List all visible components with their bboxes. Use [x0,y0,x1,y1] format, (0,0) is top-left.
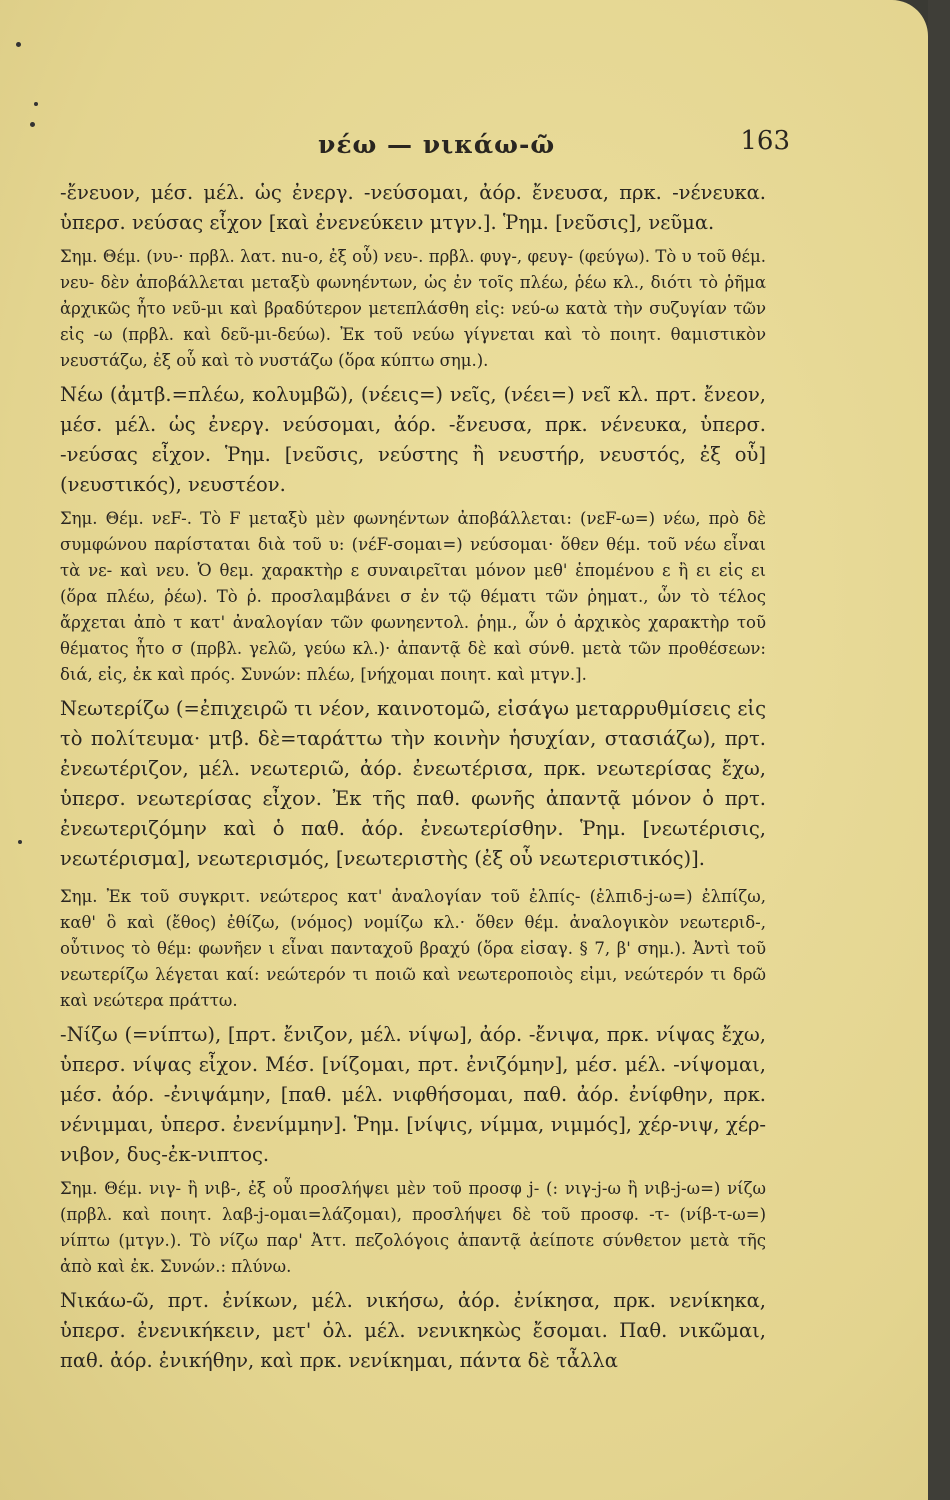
entry-neo: Νέω (ἀμτβ.=πλέω, κολυμβῶ), (νέεις=) νεῖς, (νέει=) νεῖ κλ. πρτ. ἔνεον, μέσ. μέλ. ὡς ἐνεργ. νεύσομαι, ἀόρ. -ἔνευσα, πρκ. νένευκα, ὑπερσ. -νεύσας εἶχον. Ῥημ. [νεῦσις, νεύστης ἢ νευστήρ, νευστός, ἐξ οὗ] (νευστικός), νευστέον. [60,383,766,496]
entry-neoterizo: Νεωτερίζω (=ἐπιχειρῶ τι νέον, καινοτομῶ, εἰσάγω μεταρρυθμίσεις εἰς τὸ πολίτευμα· μτβ. δὲ=ταράττω τὴν κοινὴν ἡσυχίαν, στασιάζω), πρτ. ἐνεωτέριζον, μέλ. νεωτεριῶ, ἀόρ. ἐνεωτέρισα, πρκ. νεωτερίσας ἔχω, ὑπερσ. νεωτερίσας εἶχον. Ἐκ τῆς παθ. φωνῆς ἀπαντᾷ μόνον ὁ πρτ. ἐνεωτεριζόμην καὶ ὁ παθ. ἀόρ. ἐνεωτερίσθην. Ῥημ. [νεωτέρισις, νεωτέρισμα], νεωτερισμός, [νεωτεριστὴς (ἐξ οὗ νεωτεριστικός)]. [60,697,766,870]
running-head: νέω — νικάω-ῶ [318,130,556,159]
entry-nizo: -Νίζω (=νίπτω), [πρτ. ἔνιζον, μέλ. νίψω], ἀόρ. -ἔνιψα, πρκ. νίψας ἔχω, ὑπερσ. νίψας εἶχον. Μέσ. [νίζομαι, πρτ. ἐνιζόμην], μέσ. μέλ. -νίψομαι, μέσ. ἀόρ. -ἐνιψάμην, [παθ. μέλ. νιφθήσομαι, παθ. ἀόρ. ἐνίφθην, πρκ. νένιμμαι, ὑπερσ. ἐνενίμμην]. Ῥημ. [νίψις, νίμμα, νιμμός], χέρ-νιψ, χέρ-νιβον, δυς-ἐκ-νιπτος. [60,1023,766,1166]
page-number: 163 [740,126,790,156]
note-nizo: Σημ. Θέμ. νιγ- ἢ νιβ-, ἐξ οὗ προσλήψει μὲν τοῦ προσφ j- (: νιγ-j-ω ἢ νιβ-j-ω=) νίζω (πρβλ. καὶ ποιητ. λαβ-j-ομαι=λάζομαι), προσλήψει δὲ τοῦ προσφ. -τ- (νίβ-τ-ω=) νίπτω (μτγν.). Τὸ νίζω παρ' Ἀττ. πεζολόγοις ἀπαντᾷ ἀείποτε σύνθετον μετὰ τῆς ἀπὸ καὶ ἐκ. Συνών.: πλύνω. [60,1179,766,1276]
entry-neuo-tail: -ἔνευον, μέσ. μέλ. ὡς ἐνεργ. -νεύσομαι, ἀόρ. ἔνευσα, πρκ. -νένευκα. ὑπερσ. νεύσας εἶχον [καὶ ἐνενεύκειν μτγν.]. Ῥημ. [νεῦσις], νεῦμα. [60,181,766,234]
ink-speck [18,840,22,844]
page-body [60,178,766,1376]
ink-speck [34,102,38,106]
note-neo: Σημ. Θέμ. νεF-. Τὸ F μεταξὺ μὲν φωνηέντων ἀποβάλλεται: (νεF-ω=) νέω, πρὸ δὲ συμφώνου παρίσταται διὰ τοῦ υ: (νέF-σομαι=) νεύσομαι· ὅθεν θέμ. τοῦ νέω εἶναι τὰ νε- καὶ νευ. Ὁ θεμ. χαρακτὴρ ε συναιρεῖται μόνον μεθ' ἑπομένου ε ἢ ει εἰς ει (ὅρα πλέω, ῥέω). Τὸ ῥ. προσλαμβάνει σ ἐν τῷ θέματι τῶν ῥηματ., ὧν τὸ τέλος ἄρχεται ἀπὸ τ κατ' ἀναλογίαν τῶν φωνηεντολ. ῥημ., ὧν ὁ ἀρχικὸς χαρακτὴρ τοῦ θέματος ἦτο σ (πρβλ. γελῶ, γεύω κλ.)· ἀπαντᾷ δὲ καὶ σύνθ. μετὰ τῶν προθέσεων: διά, εἰς, ἐκ καὶ πρός. Συνών: πλέω, [νήχομαι ποιητ. καὶ μτγν.]. [60,509,766,684]
scan-edge [928,0,950,1500]
ink-speck [30,122,35,127]
entry-nikao: Νικάω-ῶ, πρτ. ἐνίκων, μέλ. νικήσω, ἀόρ. ἐνίκησα, πρκ. νενίκηκα, ὑπερσ. ἐνενικήκειν, μετ' ὀλ. μέλ. νενικηκὼς ἔσομαι. Παθ. νικῶμαι, παθ. ἀόρ. ἐνικήθην, καὶ πρκ. νενίκημαι, πάντα δὲ τἆλλα [60,1289,766,1372]
note-neuo: Σημ. Θέμ. (νυ-· πρβλ. λατ. nu-o, ἐξ οὗ) νευ-. πρβλ. φυγ-, φευγ- (φεύγω). Τὸ υ τοῦ θέμ. νευ- δὲν ἀποβάλλεται μεταξὺ φωνηέντων, ὡς ἐν τοῖς πλέω, ῥέω κλ., διότι τὸ ῥῆμα ἀρχικῶς ἦτο νεῦ-μι καὶ βραδύτερον μετεπλάσθη εἰς: νεύ-ω κατὰ τὴν συζυγίαν τῶν εἰς -ω (πρβλ. καὶ δεῦ-μι-δεύω). Ἐκ τοῦ νεύω γίγνεται καὶ τὸ ποιητ. θαμιστικὸν νευστάζω, ἐξ οὗ καὶ τὸ νυστάζω (ὅρα κύπτω σημ.). [60,247,766,370]
ink-speck [16,42,21,47]
page-header [60,126,790,162]
note-neoterizo: Σημ. Ἐκ τοῦ συγκριτ. νεώτερος κατ' ἀναλογίαν τοῦ ἐλπίς- (ἐλπιδ-j-ω=) ἐλπίζω, καθ' ὃ καὶ (ἔθος) ἐθίζω, (νόμος) νομίζω κλ.· ὅθεν θέμ. ἀναλογικὸν νεωτεριδ-, οὗτινος τὸ θέμ: φωνῆεν ι εἶναι πανταχοῦ βραχύ (ὅρα εἰσαγ. § 7, β' σημ.). Ἀντὶ τοῦ νεωτερίζω λέγεται καί: νεώτερόν τι ποιῶ καὶ νεωτεροποιὸς εἰμι, νεώτερόν τι δρῶ καὶ νεώτερα πράττω. [60,887,766,1010]
